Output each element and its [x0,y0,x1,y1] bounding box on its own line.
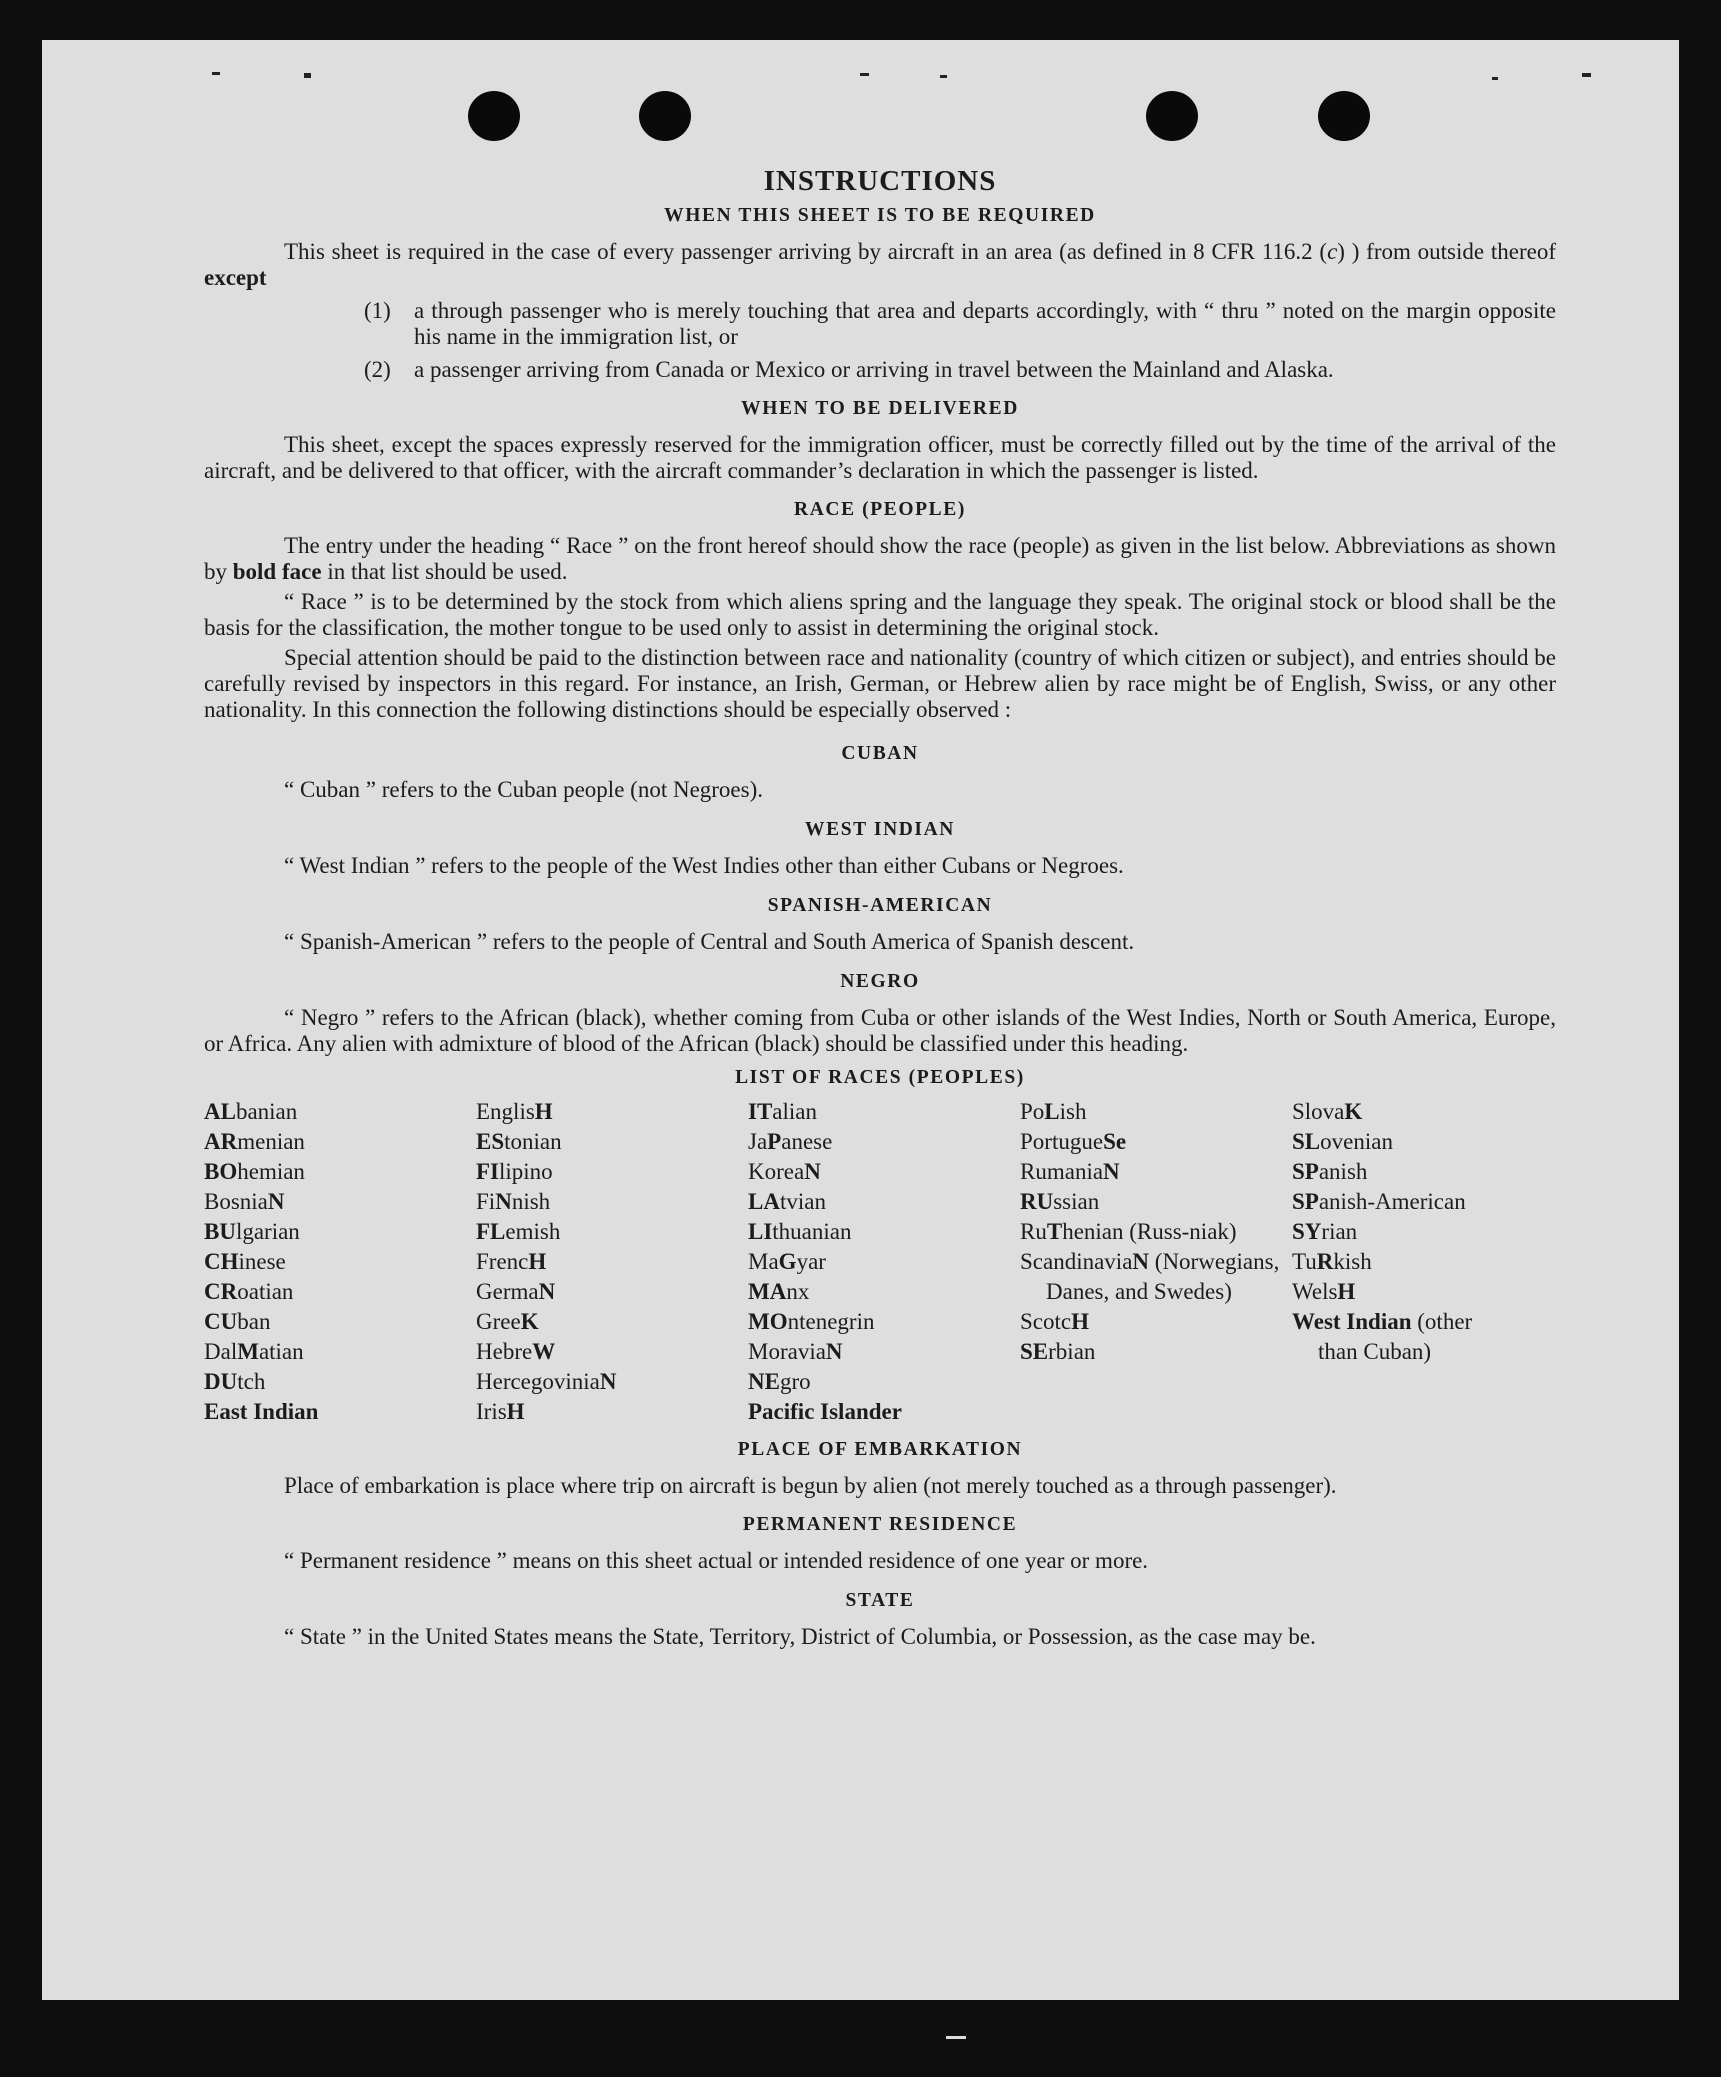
race-item: NEgro [748,1369,811,1394]
race-item: KoreaN [748,1159,821,1184]
race-item: East Indian [204,1399,319,1424]
scan-mark [946,2036,966,2039]
race-item: LIthuanian [748,1219,852,1244]
exception-item-1: (1) a through passenger who is merely touching that area and departs accordingly, with “ thru ” noted on the margin opposite his name in the immigration list, or [364,298,1556,349]
race-item: EnglisH [476,1099,553,1124]
race-item: FIlipino [476,1159,553,1184]
heading-race: RACE (PEOPLE) [794,499,966,520]
race-list [204,1097,1556,1427]
page-title: INSTRUCTIONS [763,165,997,197]
race-paragraph-2: “ Race ” is to be determined by the stock from which aliens spring and the language they speak. The original stock or blood shall be the basis for the classification, the mother tongue to be used only to assist in determining the original stock. [204,589,1556,640]
race-item: TuRkish [1292,1249,1372,1274]
scan-speck [860,73,869,76]
exception-item-2: (2) a passenger arriving from Canada or Mexico or arriving in travel between the Mainland and Alaska. [364,357,1334,382]
race-item: MaGyar [748,1249,826,1274]
scan-speck [1582,73,1591,77]
scan-speck [304,73,311,78]
race-item: EStonian [476,1129,562,1154]
race-item: SYrian [1292,1219,1358,1244]
race-item: BosniaN [204,1189,285,1214]
race-item: SPanish [1292,1159,1368,1184]
race-item: SPanish-American [1292,1189,1466,1214]
race-item: ARmenian [204,1129,305,1154]
punch-hole [1146,91,1198,141]
race-item: BOhemian [204,1159,305,1184]
scan-speck [1492,77,1498,80]
race-item: HebreW [476,1339,556,1364]
race-column-2 [476,1097,748,1427]
race-item: SErbian [1020,1339,1096,1364]
west-indian-text: “ West Indian ” refers to the people of the West Indies other than either Cubans or Negroes. [284,853,1124,878]
race-item: FrencH [476,1249,547,1274]
cuban-text: “ Cuban ” refers to the Cuban people (not Negroes). [284,777,764,802]
race-item: CRoatian [204,1279,294,1304]
scan-speck [940,75,947,78]
heading-west-indian: WEST INDIAN [805,819,955,840]
race-item: IrisH [476,1399,525,1424]
embarkation-text: Place of embarkation is place where trip on aircraft is begun by alien (not merely touched as a through passenger). [284,1473,1337,1498]
race-item: Pacific Islander [748,1399,902,1424]
race-item: ALbanian [204,1099,298,1124]
heading-cuban: CUBAN [841,743,919,764]
permanent-residence-text: “ Permanent residence ” means on this sheet actual or intended residence of one year or more. [284,1548,1149,1573]
required-intro: This sheet is required in the case of every passenger arriving by aircraft in an area (as defined in 8 CFR 116.2 (c) ) from outside thereof except [204,239,1556,290]
race-item: West Indian (other than Cuban) [1292,1309,1473,1364]
race-item: RumaniaN [1020,1159,1120,1184]
punch-hole [639,91,691,141]
heading-spanish-american: SPANISH-AMERICAN [767,895,993,916]
race-item: JaPanese [748,1129,833,1154]
race-item: RUssian [1020,1189,1100,1214]
race-item: ScandinaviaN (Norwegians, Danes, and Swedes) [1020,1249,1280,1304]
race-item: ITalian [748,1099,817,1124]
heading-required: WHEN THIS SHEET IS TO BE REQUIRED [664,205,1096,226]
race-item: PortugueSe [1020,1129,1127,1154]
race-item: GermaN [476,1279,556,1304]
race-item: HercegoviniaN [476,1369,617,1394]
race-item: FLemish [476,1219,561,1244]
race-item: MoraviaN [748,1339,843,1364]
punch-hole [1318,91,1370,141]
race-item: DUtch [204,1369,266,1394]
race-item: PoLish [1020,1099,1087,1124]
race-column-3 [748,1097,1020,1427]
race-item: MAnx [748,1279,810,1304]
spanish-american-text: “ Spanish-American ” refers to the people of Central and South America of Spanish descent. [284,929,1135,954]
race-paragraph-3: Special attention should be paid to the distinction between race and nationality (country of which citizen or subject), and entries should be carefully revised by inspectors in this regard. For instance, an Irish, German, or Hebrew alien by race might be of English, Swiss, or any other nationality. In this connection the following distinctions should be especially observed : [204,645,1556,722]
race-item: SlovaK [1292,1099,1363,1124]
heading-list-of-races: LIST OF RACES (PEOPLES) [735,1067,1025,1088]
race-column-4 [1020,1097,1292,1427]
punch-hole [468,91,520,141]
race-item: ScotcH [1020,1309,1089,1334]
heading-permanent-residence: PERMANENT RESIDENCE [742,1514,1018,1535]
document-page [42,40,1679,2000]
heading-state: STATE [845,1590,915,1611]
delivered-text: This sheet, except the spaces expressly reserved for the immigration officer, must be correctly filled out by the time of the arrival of the aircraft, and be delivered to that officer, with the aircraft commander’s declaration in which the passenger is listed. [204,432,1556,483]
race-item: CUban [204,1309,271,1334]
race-item: GreeK [476,1309,539,1334]
race-item: LAtvian [748,1189,826,1214]
race-column-1 [204,1097,476,1427]
race-paragraph-1: The entry under the heading “ Race ” on the front hereof should show the race (people) as given in the list below. Abbreviations as shown by bold face in that list should be used. [204,533,1556,584]
negro-text: “ Negro ” refers to the African (black), whether coming from Cuba or other islands of the West Indies, North or South America, Europe, or Africa. Any alien with admixture of blood of the African (black) should be classified under this heading. [204,1005,1556,1056]
race-item: BUlgarian [204,1219,300,1244]
race-item: MOntenegrin [748,1309,875,1334]
race-item: SLovenian [1292,1129,1393,1154]
race-item: DalMatian [204,1339,304,1364]
heading-delivered: WHEN TO BE DELIVERED [741,398,1019,419]
state-text: “ State ” in the United States means the State, Territory, District of Columbia, or Possession, as the case may be. [284,1624,1316,1649]
heading-negro: NEGRO [840,971,920,992]
race-column-5 [1292,1097,1512,1427]
heading-embarkation: PLACE OF EMBARKATION [737,1439,1023,1460]
race-item: FiNnish [476,1189,551,1214]
race-item: RuThenian (Russ-niak) [1020,1219,1237,1244]
race-item: CHinese [204,1249,286,1274]
scan-speck [212,72,220,75]
instructions-content [204,165,1556,1650]
race-item: WelsH [1292,1279,1356,1304]
